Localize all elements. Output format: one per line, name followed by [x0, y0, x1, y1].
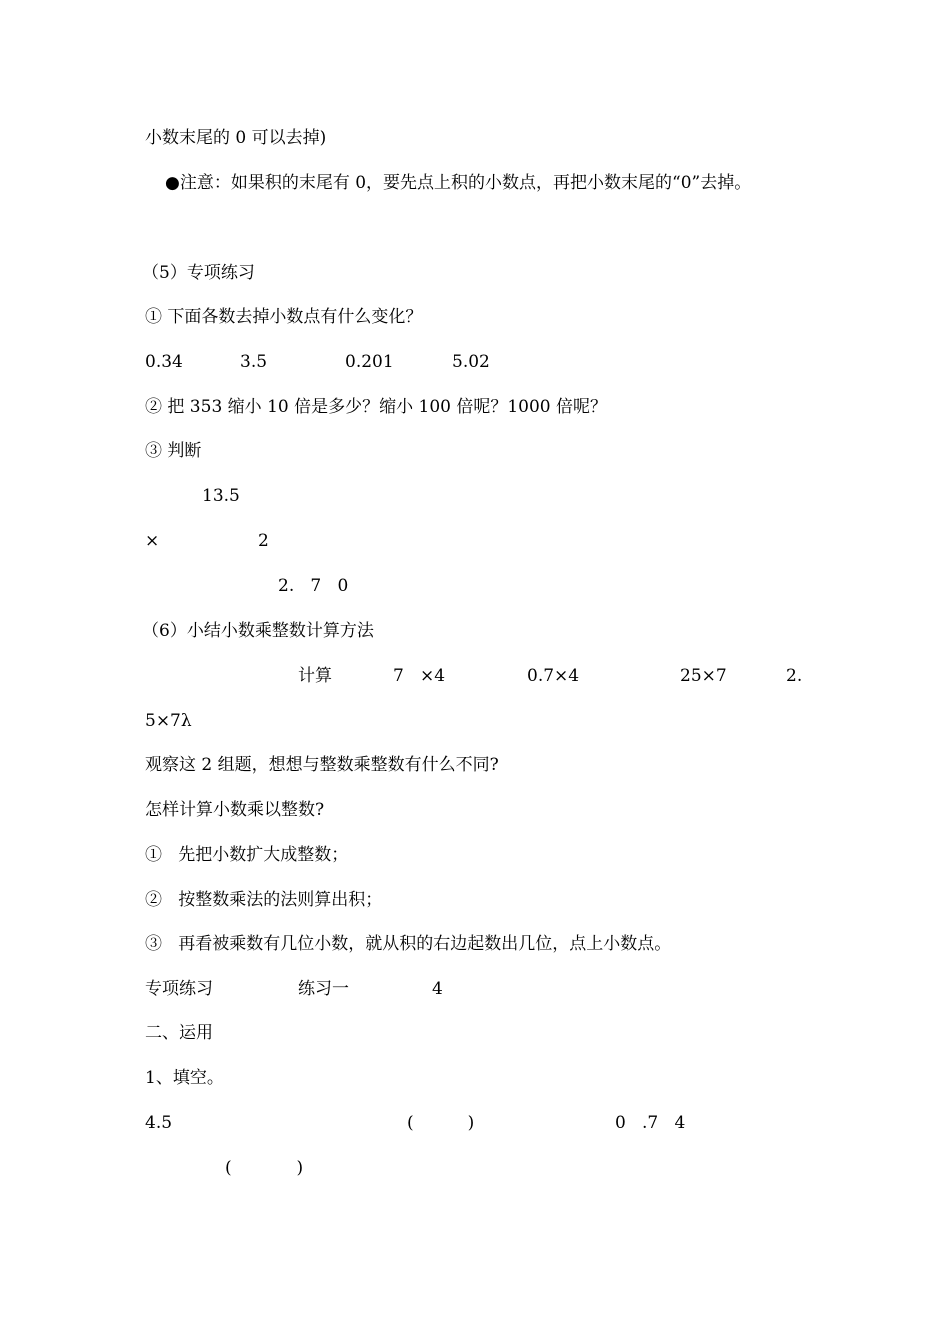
exercise-label: 专项练习 [145, 979, 213, 999]
product: 2. 7 0 [278, 576, 349, 596]
step-line: ② 按整数乘法的法则算出积； [145, 890, 383, 910]
calc-item: 7 ×4 [393, 666, 446, 686]
step-line: ③ 再看被乘数有几位小数，就从积的右边起数出几位，点上小数点。 [145, 934, 672, 954]
fill-item: 0 .7 4 [615, 1113, 686, 1133]
blank-parentheses: ( ) [225, 1158, 304, 1178]
exercise-label: 练习一 [298, 979, 349, 999]
number-item: 0.201 [345, 352, 394, 372]
calc-item: 5×7λ [145, 711, 192, 731]
section-heading: （6）小结小数乘整数计算方法 [142, 621, 374, 641]
calc-item: 2. [786, 666, 803, 686]
exercise-number: 4 [432, 979, 443, 999]
number-item: 5.02 [452, 352, 490, 372]
calc-item: 25×7 [680, 666, 727, 686]
text-line: 小数末尾的 0 可以去掉) [145, 128, 327, 148]
text-line: 怎样计算小数乘以整数? [145, 800, 325, 820]
fill-item: 4.5 [145, 1113, 173, 1133]
blank-parentheses: ( ) [407, 1113, 475, 1133]
number-item: 3.5 [240, 352, 268, 372]
text-line: 观察这 2 组题，想想与整数乘整数有什么不同? [145, 755, 499, 775]
note-line: ●注意：如果积的末尾有 0，要先点上积的小数点，再把小数末尾的“0”去掉。 [165, 173, 752, 193]
step-line: ① 先把小数扩大成整数； [145, 845, 349, 865]
section-heading: （5）专项练习 [142, 263, 255, 283]
question-line: ② 把 353 缩小 10 倍是多少？缩小 100 倍呢？1000 倍呢？ [145, 397, 608, 417]
question-line: ③ 判断 [145, 441, 202, 461]
calc-label: 计算 [298, 666, 332, 686]
section-heading: 二、运用 [145, 1023, 213, 1043]
question-line: 1、填空。 [145, 1068, 224, 1088]
question-line: ① 下面各数去掉小数点有什么变化？ [145, 307, 423, 327]
multiplier: 2 [258, 531, 269, 551]
multiplicand: 13.5 [202, 486, 240, 506]
multiply-sign: × [145, 531, 160, 551]
calc-item: 0.7×4 [527, 666, 580, 686]
number-item: 0.34 [145, 352, 183, 372]
